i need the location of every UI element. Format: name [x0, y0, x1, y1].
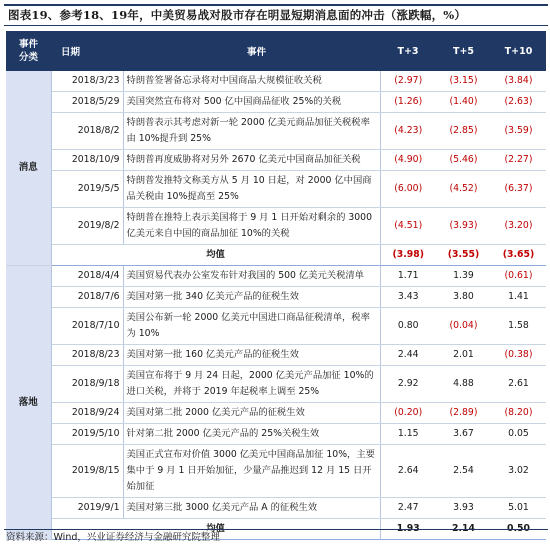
t10-cell: (3.59)	[491, 113, 546, 150]
t5-cell: (2.85)	[436, 113, 491, 150]
average-label: 均值	[51, 245, 380, 266]
t10-cell: 3.02	[491, 445, 546, 498]
t10-cell: (6.37)	[491, 171, 546, 208]
t10-cell: 2.61	[491, 366, 546, 403]
source-note: 资料来源：Wind，兴业证券经济与金融研究院整理	[4, 529, 548, 545]
date-cell: 2018/8/23	[51, 345, 123, 366]
header-t10: T+10	[491, 31, 546, 71]
event-cell: 美国对第一批 340 亿美元产品的征税生效	[123, 287, 380, 308]
table-row	[6, 345, 546, 366]
t5-cell: (3.93)	[436, 208, 491, 245]
event-cell: 美国公布新一轮 2000 亿美元中国进口商品征税清单，税率为 10%	[123, 308, 380, 345]
t3-cell: (2.97)	[380, 71, 436, 92]
t10-cell: 5.01	[491, 498, 546, 519]
table-row	[6, 92, 546, 113]
event-cell: 美国突然宣布将对 500 亿中国商品征收 25%的关税	[123, 92, 380, 113]
event-cell: 特朗普签署备忘录将对中国商品大规模征收关税	[123, 71, 380, 92]
t5-cell: (3.15)	[436, 71, 491, 92]
table-row	[6, 424, 546, 445]
event-cell: 美国宣布将于 9 月 24 日起，2000 亿美元产品加征 10%的进口关税，并将于 2019 年起税率上调至 25%	[123, 366, 380, 403]
event-cell: 美国对第一批 160 亿美元产品的征税生效	[123, 345, 380, 366]
date-cell: 2019/8/2	[51, 208, 123, 245]
header-t3: T+3	[380, 31, 436, 71]
t3-cell: 2.64	[380, 445, 436, 498]
t3-cell: 2.92	[380, 366, 436, 403]
table-row	[6, 171, 546, 208]
t10-cell: (8.20)	[491, 403, 546, 424]
table-row	[6, 308, 546, 345]
t3-cell: 2.44	[380, 345, 436, 366]
t5-cell: (5.46)	[436, 150, 491, 171]
t5-cell: 4.88	[436, 366, 491, 403]
t5-cell: (2.89)	[436, 403, 491, 424]
t3-cell: (4.23)	[380, 113, 436, 150]
average-t10-cell: 0.50	[491, 519, 546, 540]
date-cell: 2018/9/18	[51, 366, 123, 403]
event-cell: 美国对第三批 3000 亿美元产品 A 的征税生效	[123, 498, 380, 519]
event-cell: 美国贸易代表办公室发布针对我国的 500 亿美元关税清单	[123, 266, 380, 287]
figure-title: 图表19、参考18、19年，中美贸易战对股市存在明显短期消息面的冲击（涨跌幅，%）	[4, 4, 548, 26]
t5-cell: (1.40)	[436, 92, 491, 113]
date-cell: 2019/8/15	[51, 445, 123, 498]
t5-cell: 2.01	[436, 345, 491, 366]
event-cell: 针对第二批 2000 亿美元产品的 25%关税生效	[123, 424, 380, 445]
date-cell: 2018/7/6	[51, 287, 123, 308]
t10-cell: (0.61)	[491, 266, 546, 287]
t3-cell: 1.15	[380, 424, 436, 445]
t5-cell: 2.54	[436, 445, 491, 498]
t10-cell: (3.20)	[491, 208, 546, 245]
table-row	[6, 150, 546, 171]
t10-cell: (2.63)	[491, 92, 546, 113]
table-row	[6, 403, 546, 424]
t10-cell: (3.84)	[491, 71, 546, 92]
date-cell: 2019/5/10	[51, 424, 123, 445]
table-row	[6, 71, 546, 92]
t3-cell: (1.26)	[380, 92, 436, 113]
average-row	[6, 245, 546, 266]
header-category: 事件 分类	[6, 31, 51, 71]
table-row	[6, 287, 546, 308]
t5-cell: (0.04)	[436, 308, 491, 345]
average-label: 均值	[51, 519, 380, 540]
date-cell: 2019/5/5	[51, 171, 123, 208]
category-cell: 消息	[6, 71, 51, 266]
t5-cell: 3.93	[436, 498, 491, 519]
t10-cell: 1.41	[491, 287, 546, 308]
event-cell: 特朗普在推特上表示美国将于 9 月 1 日开始对剩余的 3000 亿美元来自中国的商品加征 10%的关税	[123, 208, 380, 245]
date-cell: 2018/5/29	[51, 92, 123, 113]
date-cell: 2018/8/2	[51, 113, 123, 150]
date-cell: 2018/4/4	[51, 266, 123, 287]
date-cell: 2018/7/10	[51, 308, 123, 345]
t10-cell: 0.05	[491, 424, 546, 445]
average-t3-cell: (3.98)	[380, 245, 436, 266]
date-cell: 2018/9/24	[51, 403, 123, 424]
table-row	[6, 498, 546, 519]
event-cell: 特朗普再度威胁将对另外 2670 亿美元中国商品加征关税	[123, 150, 380, 171]
header-t5: T+5	[436, 31, 491, 71]
t5-cell: (4.52)	[436, 171, 491, 208]
date-cell: 2018/3/23	[51, 71, 123, 92]
t10-cell: (2.27)	[491, 150, 546, 171]
header-event: 事件	[123, 31, 380, 71]
t3-cell: 1.71	[380, 266, 436, 287]
t3-cell: 3.43	[380, 287, 436, 308]
t3-cell: 0.80	[380, 308, 436, 345]
table-row	[6, 366, 546, 403]
table-row	[6, 113, 546, 150]
t10-cell: (0.38)	[491, 345, 546, 366]
table-row	[6, 208, 546, 245]
table-header-row	[6, 31, 546, 71]
table-row	[6, 445, 546, 498]
tariff-impact-table	[6, 31, 546, 540]
t5-cell: 1.39	[436, 266, 491, 287]
t5-cell: 3.67	[436, 424, 491, 445]
t5-cell: 3.80	[436, 287, 491, 308]
event-cell: 美国正式宣布对价值 3000 亿美元中国商品加征 10%，主要集中于 9 月 1 日开始加征，少量产品推迟到 12 月 15 日开始加征	[123, 445, 380, 498]
t3-cell: (4.90)	[380, 150, 436, 171]
average-t10-cell: (3.65)	[491, 245, 546, 266]
event-cell: 美国对第二批 2000 亿美元产品的征税生效	[123, 403, 380, 424]
header-date: 日期	[51, 31, 123, 71]
table-row	[6, 266, 546, 287]
event-cell: 特朗普发推特文称美方从 5 月 10 日起，对 2000 亿中国商品关税由 10%提高至 25%	[123, 171, 380, 208]
date-cell: 2018/10/9	[51, 150, 123, 171]
average-t5-cell: 2.14	[436, 519, 491, 540]
average-t3-cell: 1.93	[380, 519, 436, 540]
t3-cell: 2.47	[380, 498, 436, 519]
t3-cell: (6.00)	[380, 171, 436, 208]
category-cell: 落地	[6, 266, 51, 540]
t3-cell: (0.20)	[380, 403, 436, 424]
t10-cell: 1.58	[491, 308, 546, 345]
event-cell: 特朗普表示其考虑对新一轮 2000 亿美元商品加征关税税率由 10%提升到 25%	[123, 113, 380, 150]
t3-cell: (4.51)	[380, 208, 436, 245]
date-cell: 2019/9/1	[51, 498, 123, 519]
average-t5-cell: (3.55)	[436, 245, 491, 266]
